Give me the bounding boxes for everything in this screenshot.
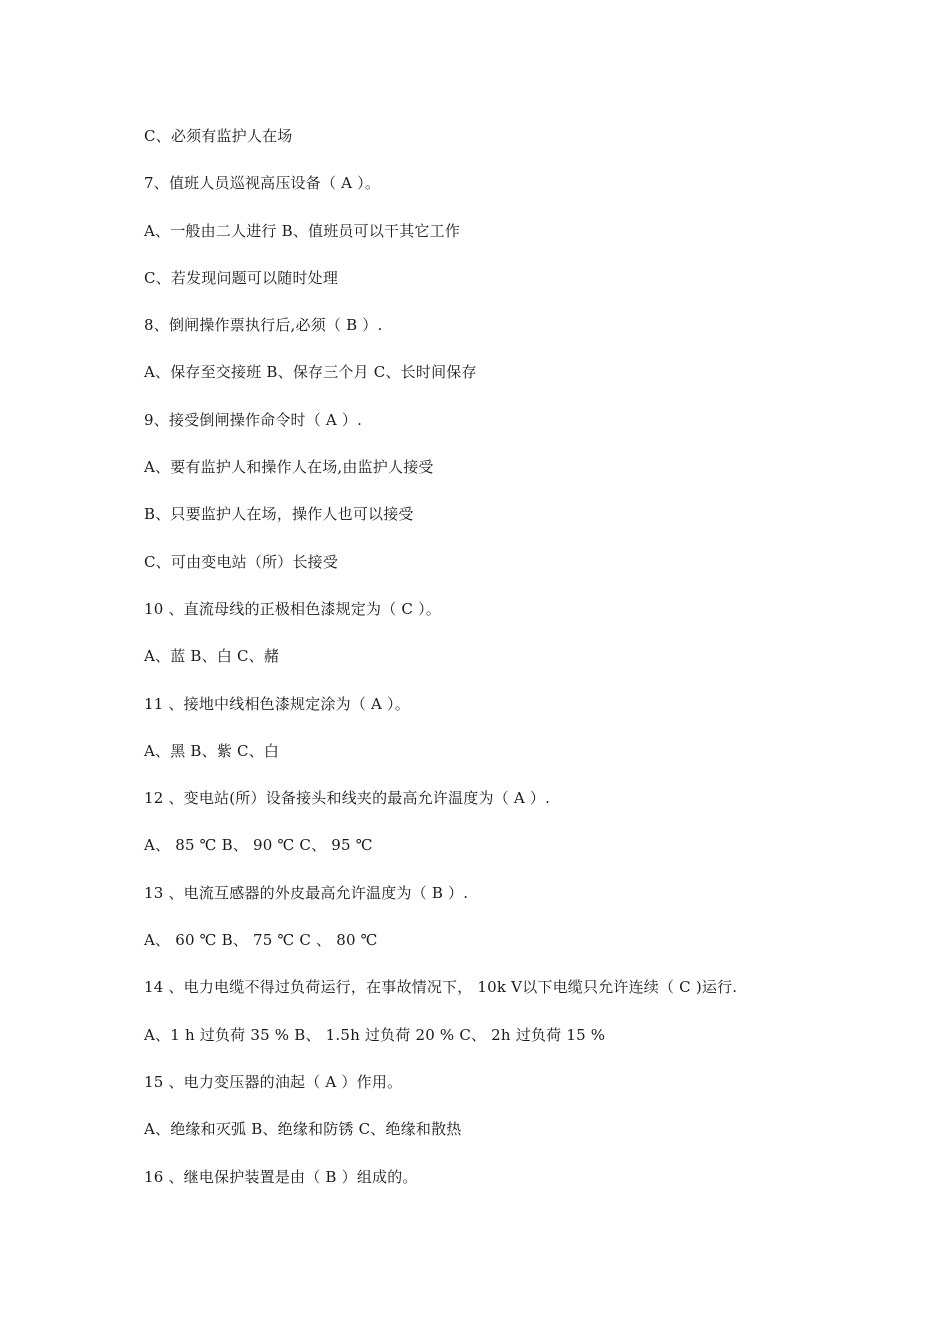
question-15: 15 、电力变压器的油起（ A ）作用。 — [144, 1072, 403, 1091]
text-line: A、要有监护人和操作人在场,由监护人接受 — [144, 458, 434, 477]
text-line: C、可由变电站（所）长接受 — [144, 552, 339, 571]
question-11: 11 、接地中线相色漆规定涂为（ A ）。 — [144, 694, 410, 713]
question-8: 8、倒闸操作票执行后,必须（ B ）. — [144, 316, 383, 335]
question-14: 14 、电力电缆不得过负荷运行，在事故情况下， 10k V以下电缆只允许连续（ C )运行. — [144, 978, 738, 997]
text-line: B、只要监护人在场，操作人也可以接受 — [144, 505, 414, 524]
text-line: C、若发现问题可以随时处理 — [144, 268, 339, 287]
text-line: A、一般由二人进行 B、值班员可以干其它工作 — [144, 221, 461, 240]
text-line: A、 85 ℃ B、 90 ℃ C、 95 ℃ — [144, 836, 373, 855]
question-13: 13 、电流互感器的外皮最高允许温度为（ B ）. — [144, 883, 469, 902]
text-line: A、黑 B、紫 C、白 — [144, 741, 280, 760]
question-9: 9、接受倒闸操作命令时（ A ）. — [144, 410, 363, 429]
text-line: A、保存至交接班 B、保存三个月 C、长时间保存 — [144, 363, 477, 382]
text-line: C、必须有监护人在场 — [144, 127, 293, 145]
question-7: 7、值班人员巡视高压设备（ A ）。 — [144, 174, 381, 193]
question-10: 10 、直流母线的正极相色漆规定为（ C ）。 — [144, 599, 441, 618]
question-16: 16 、继电保护装置是由（ B ）组成的。 — [144, 1167, 418, 1186]
text-line: A、绝缘和灭弧 B、绝缘和防锈 C、绝缘和散热 — [144, 1120, 462, 1139]
question-12: 12 、变电站(所）设备接头和线夹的最高允许温度为（ A ）. — [144, 789, 551, 808]
text-line: A、蓝 B、白 C、赭 — [144, 647, 280, 666]
question-list — [144, 121, 934, 1209]
text-line: A、1 h 过负荷 35 % B、 1.5h 过负荷 20 % C、 2h 过负荷 15 % — [144, 1025, 606, 1044]
text-line: A、 60 ℃ B、 75 ℃ C 、 80 ℃ — [144, 931, 378, 950]
